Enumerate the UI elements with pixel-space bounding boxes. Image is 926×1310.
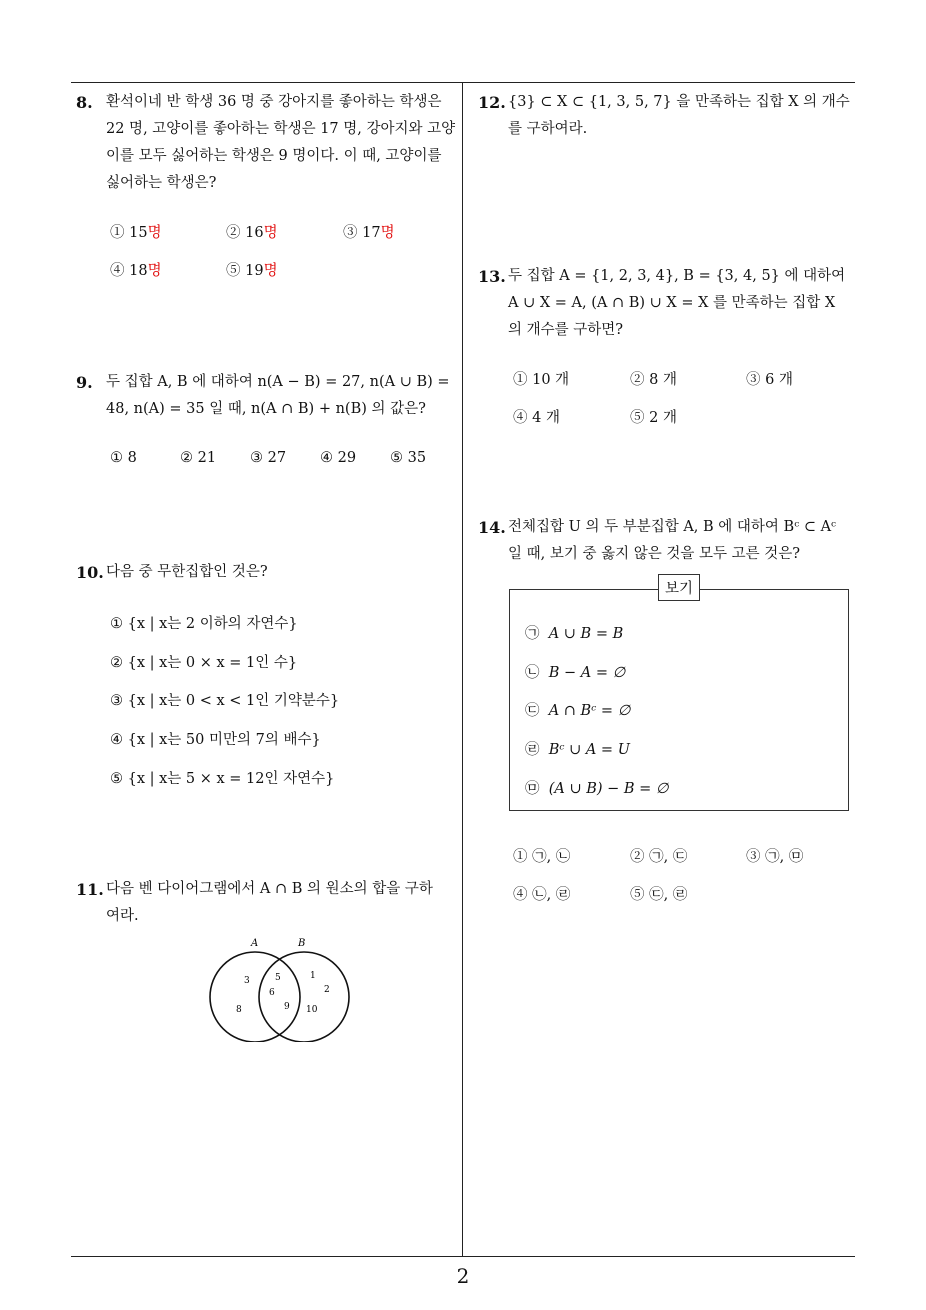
choice-5[interactable]: ⑤ 35 [390, 450, 427, 466]
choice-3[interactable]: ③ {x | x는 0 < x < 1인 기약분수} [110, 693, 340, 709]
bogi-item: ㉤ (A ∪ B) − B = ∅ [525, 781, 669, 797]
question-text: {3} ⊂ X ⊂ {1, 3, 5, 7} 을 만족하는 집합 X 의 개수 를 구하여라. [508, 94, 850, 137]
choice-5[interactable]: ⑤ 2 개 [630, 410, 677, 426]
page-number: 2 [456, 1264, 470, 1288]
question-9 [76, 369, 456, 423]
question-13 [478, 263, 858, 344]
choice-4[interactable]: ④ 18명 [110, 263, 162, 279]
choice-3[interactable]: ③ 17명 [343, 225, 395, 241]
question-text: 다음 중 무한집합인 것은? [106, 564, 268, 580]
choice-3[interactable]: ③ 6 개 [746, 372, 793, 388]
venn-diagram [200, 932, 360, 1042]
choice-5[interactable]: ⑤ ㉢, ㉣ [630, 887, 688, 903]
choice-2[interactable]: ② 8 개 [630, 372, 677, 388]
choice-4[interactable]: ④ ㉡, ㉣ [513, 887, 571, 903]
element: 6 [269, 988, 275, 998]
question-number: 14. [478, 518, 506, 537]
question-number: 9. [76, 373, 93, 392]
element: 8 [236, 1005, 242, 1015]
question-number: 8. [76, 93, 93, 112]
bottom-rule [71, 1256, 855, 1257]
question-number: 11. [76, 880, 104, 899]
choice-1[interactable]: ① 10 개 [513, 372, 570, 388]
choice-1[interactable]: ① 15명 [110, 225, 162, 241]
top-rule [71, 82, 855, 83]
question-11 [76, 876, 456, 930]
element: 9 [284, 1002, 290, 1012]
question-number: 10. [76, 563, 104, 582]
question-number: 13. [478, 267, 506, 286]
choice-4[interactable]: ④ 4 개 [513, 410, 560, 426]
element: 1 [310, 971, 316, 981]
bogi-item: ㉠ A ∪ B = B [525, 626, 624, 642]
question-10 [76, 559, 456, 586]
question-text: 두 집합 A = {1, 2, 3, 4}, B = {3, 4, 5} 에 대하여 A ∪ X = A, (A ∩ B) ∪ X = X 를 만족하는 집합 X 의 개수를 구하면? [508, 268, 846, 338]
question-number: 12. [478, 93, 506, 112]
element: 3 [244, 976, 250, 986]
choice-2[interactable]: ② ㉠, ㉢ [630, 849, 688, 865]
question-text: 전체집합 U 의 두 부분집합 A, B 에 대하여 Bᶜ ⊂ Aᶜ 일 때, 보기 중 옳지 않은 것을 모두 고른 것은? [508, 519, 837, 562]
bogi-title: 보기 [658, 574, 700, 601]
choice-2[interactable]: ② {x | x는 0 × x = 1인 수} [110, 655, 298, 671]
bogi-item: ㉣ Bᶜ ∪ A = U [525, 742, 630, 758]
element: 2 [324, 985, 330, 995]
choice-1[interactable]: ① 8 [110, 450, 137, 466]
question-14 [478, 514, 858, 568]
set-a-label: A [251, 938, 259, 949]
set-a-circle [210, 952, 300, 1042]
question-text: 다음 벤 다이어그램에서 A ∩ B 의 원소의 합을 구하 여라. [106, 881, 433, 924]
bogi-item: ㉢ A ∩ Bᶜ = ∅ [525, 703, 631, 719]
question-text: 두 집합 A, B 에 대하여 n(A − B) = 27, n(A ∪ B) = 48, n(A) = 35 일 때, n(A ∩ B) + n(B) 의 값은? [106, 374, 450, 417]
choice-4[interactable]: ④ {x | x는 50 미만의 7의 배수} [110, 732, 321, 748]
choice-5[interactable]: ⑤ 19명 [226, 263, 278, 279]
choice-1[interactable]: ① {x | x는 2 이하의 자연수} [110, 616, 298, 632]
choice-3[interactable]: ③ ㉠, ㉤ [746, 849, 804, 865]
element: 10 [306, 1005, 318, 1015]
choice-5[interactable]: ⑤ {x | x는 5 × x = 12인 자연수} [110, 771, 335, 787]
question-8 [76, 89, 456, 197]
choice-2[interactable]: ② 21 [180, 450, 217, 466]
bogi-item: ㉡ B − A = ∅ [525, 665, 626, 681]
choice-2[interactable]: ② 16명 [226, 225, 278, 241]
choice-1[interactable]: ① ㉠, ㉡ [513, 849, 571, 865]
element: 5 [275, 973, 281, 983]
set-b-label: B [298, 938, 306, 949]
choice-4[interactable]: ④ 29 [320, 450, 357, 466]
column-divider [462, 82, 463, 1256]
question-text: 환석이네 반 학생 36 명 중 강아지를 좋아하는 학생은 22 명, 고양이를 좋아하는 학생은 17 명, 강아지와 고양 이를 모두 싫어하는 학생은 9 명이다. 이 때, 고양이를 싫어하는 학생은? [106, 94, 456, 191]
question-12 [478, 89, 858, 143]
choice-3[interactable]: ③ 27 [250, 450, 287, 466]
